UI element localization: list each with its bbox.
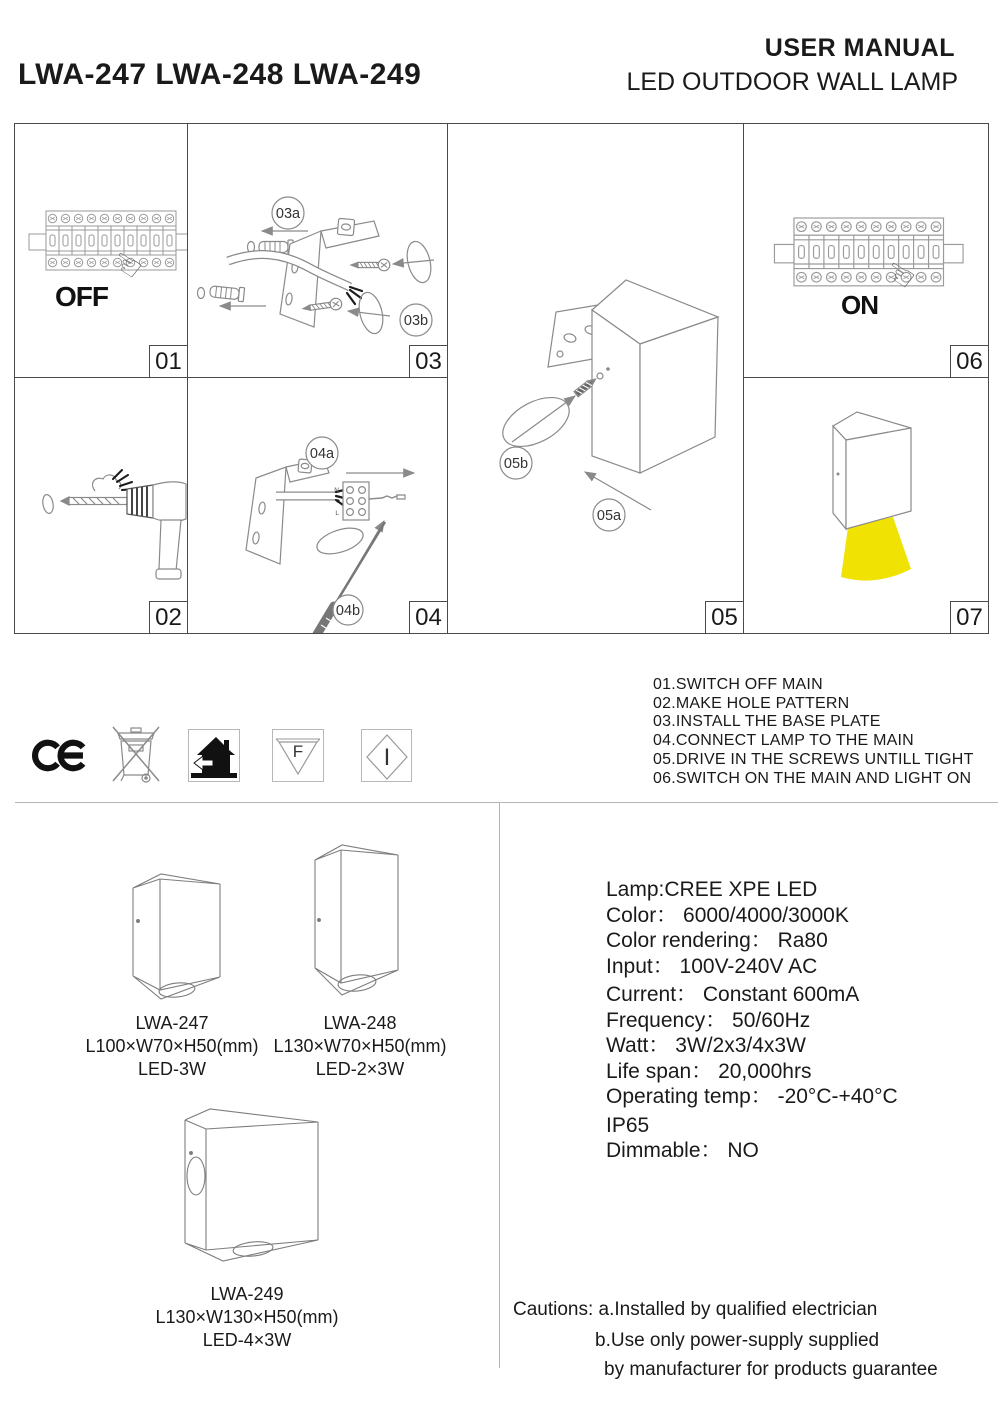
instruction-line: 06.SWITCH ON THE MAIN AND LIGHT ON	[653, 769, 972, 787]
hand-pointer-icon: ☜	[103, 240, 150, 290]
f-letter: F	[292, 742, 304, 761]
product-drawing-lwa248	[292, 842, 402, 1000]
callout-03b: 03b	[403, 313, 429, 329]
instruction-line: 04.CONNECT LAMP TO THE MAIN	[653, 732, 914, 750]
f-triangle-icon	[272, 729, 324, 782]
product-model: LWA-249	[210, 1284, 284, 1304]
i-diamond-icon	[361, 729, 412, 782]
step-number-07: 07	[950, 601, 989, 634]
spec-line: Watt： 3W/2x3/4x3W	[606, 1034, 806, 1057]
step-panel-07	[743, 377, 989, 634]
callout-04a: 04a	[309, 446, 335, 462]
step-panel-05	[447, 123, 744, 634]
product-label-lwa248	[265, 1012, 455, 1081]
instruction-line: 02.MAKE HOLE PATTERN	[653, 694, 850, 712]
product-wattage: LED-4×3W	[202, 1330, 292, 1350]
callout-05a: 05a	[596, 508, 622, 524]
product-drawing-lwa247	[120, 866, 235, 1006]
i-letter: I	[383, 744, 391, 771]
instruction-line: 05.DRIVE IN THE SCREWS UNTILL TIGHT	[653, 750, 974, 768]
callout-03a: 03a	[275, 206, 301, 222]
step-number-01: 01	[149, 345, 188, 378]
indoor-house-icon	[188, 729, 240, 782]
product-wattage: LED-3W	[137, 1059, 206, 1079]
caution-line-3: by manufacturer for products guarantee	[604, 1359, 938, 1380]
step-03-illustration-base-plate	[188, 124, 447, 377]
step-05-illustration-screws	[448, 124, 743, 633]
spec-line: Color： 6000/4000/3000K	[606, 903, 849, 927]
product-dimensions: L130×W70×H50(mm)	[273, 1036, 447, 1056]
on-label: ON	[841, 290, 878, 320]
specifications-list	[606, 877, 898, 1164]
step-panel-03	[187, 123, 448, 378]
spec-line: Color rendering： Ra80	[606, 929, 828, 952]
caution-line-1: Cautions: a.Installed by qualified electrician	[513, 1299, 878, 1320]
terminal-label-n: N	[334, 487, 339, 494]
step-number-03: 03	[409, 345, 448, 378]
caution-line-2: b.Use only power-supply supplied	[595, 1330, 880, 1351]
step-number-04: 04	[409, 601, 448, 634]
vertical-divider	[499, 802, 500, 1368]
manual-subtitle: LED OUTDOOR WALL LAMP	[626, 68, 958, 96]
instruction-line: 03.INSTALL THE BASE PLATE	[653, 713, 881, 731]
step-06-illustration-switch-on	[744, 124, 988, 377]
ce-mark-icon	[32, 737, 90, 774]
hand-pointer-icon: ☜	[876, 250, 923, 300]
step-panel-01	[14, 123, 188, 378]
spec-line: IP65	[606, 1113, 650, 1137]
spec-line: Current： Constant 600mA	[606, 983, 860, 1006]
step-number-02: 02	[149, 601, 188, 634]
step-04-illustration-connect-mains	[188, 378, 447, 633]
callout-04b: 04b	[335, 603, 361, 619]
product-drawing-lwa249	[183, 1092, 323, 1270]
step-07-illustration-light-on	[744, 378, 988, 633]
spec-line: Life span： 20,000hrs	[606, 1059, 812, 1083]
terminal-label-l: L	[335, 510, 339, 517]
spec-line: Input： 100V-240V AC	[606, 954, 818, 978]
off-label: OFF	[55, 281, 108, 312]
product-dimensions: L100×W70×H50(mm)	[85, 1036, 259, 1056]
step-panel-06	[743, 123, 989, 378]
spec-line: Frequency： 50/60Hz	[606, 1008, 811, 1032]
callout-05b: 05b	[503, 456, 529, 472]
instructions-list	[653, 676, 974, 788]
step-02-illustration-drill	[15, 378, 187, 633]
step-panel-02	[14, 377, 188, 634]
product-model: LWA-248	[323, 1013, 397, 1033]
spec-line: Lamp:CREE XPE LED	[606, 878, 818, 901]
instruction-line: 01.SWITCH OFF MAIN	[653, 676, 823, 693]
horizontal-divider	[15, 802, 998, 803]
product-label-lwa249	[147, 1283, 347, 1352]
spec-line: Operating temp： -20°C-+40°C	[606, 1085, 898, 1108]
step-panel-04	[187, 377, 448, 634]
step-01-illustration-switch-off	[15, 124, 187, 377]
product-wattage: LED-2×3W	[315, 1059, 405, 1079]
product-label-lwa247	[77, 1012, 267, 1081]
spec-line: Dimmable： NO	[606, 1139, 759, 1162]
page-title-models: LWA-247 LWA-248 LWA-249	[18, 58, 422, 91]
weee-bin-icon	[110, 721, 162, 785]
product-model: LWA-247	[135, 1013, 209, 1033]
step-number-06: 06	[950, 345, 989, 378]
step-number-05: 05	[705, 601, 744, 634]
product-dimensions: L130×W130×H50(mm)	[155, 1307, 339, 1327]
manual-title: USER MANUAL	[764, 34, 955, 62]
